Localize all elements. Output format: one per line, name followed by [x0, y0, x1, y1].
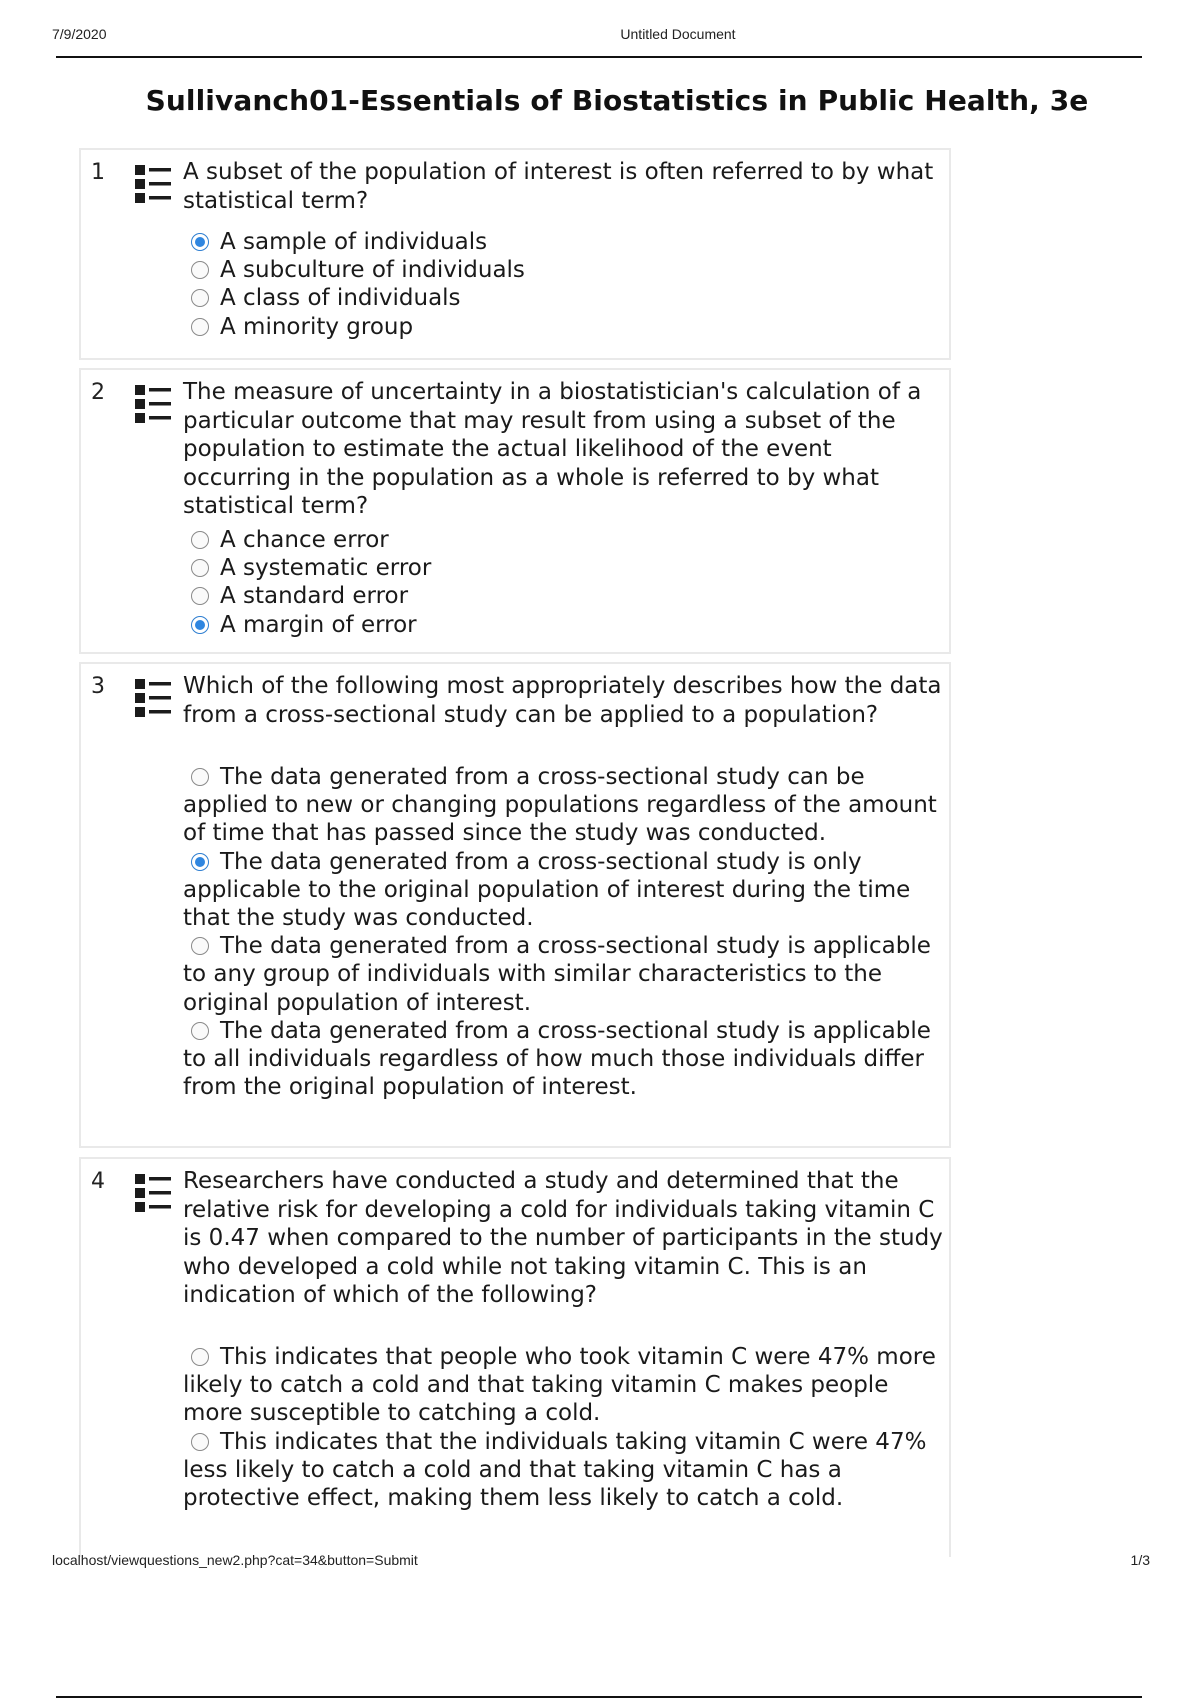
answer-option-label: A margin of error — [220, 611, 417, 638]
radio-unselected-icon[interactable] — [191, 318, 209, 336]
answer-options — [183, 526, 943, 639]
answer-options — [183, 228, 943, 341]
radio-selected-icon[interactable] — [191, 853, 209, 871]
answer-option[interactable] — [183, 763, 943, 848]
radio-unselected-icon[interactable] — [191, 289, 209, 307]
answer-option-label: This indicates that people who took vitamin C were 47% more likely to catch a cold and that taking vitamin C makes people more susceptible to catching a cold. — [183, 1344, 936, 1427]
radio-unselected-icon[interactable] — [191, 559, 209, 577]
radio-unselected-icon[interactable] — [191, 1022, 209, 1040]
question-text: Researchers have conducted a study and determined that the relative risk for developing a cold for individuals taking vitamin C is 0.47 when compared to the number of participants in the study who developed a cold while not taking vitamin C. This is an indication of which of the following? — [183, 1168, 943, 1308]
answer-option-label: The data generated from a cross-sectional study can be applied to new or changing populations regardless of the amount of time that has passed since the study was conducted. — [183, 764, 937, 847]
answer-option[interactable] — [183, 228, 943, 256]
answer-option[interactable] — [183, 284, 943, 312]
radio-unselected-icon[interactable] — [191, 531, 209, 549]
radio-unselected-icon[interactable] — [191, 261, 209, 279]
answer-option[interactable] — [183, 582, 943, 610]
print-document-title: Untitled Document — [620, 26, 736, 42]
answer-options — [183, 1343, 943, 1512]
answer-option[interactable] — [183, 526, 943, 554]
radio-unselected-icon[interactable] — [191, 587, 209, 605]
question-number: 3 — [91, 674, 105, 699]
answer-option-label: The data generated from a cross-sectional study is only applicable to the original population of interest during the time that the study was conducted. — [183, 848, 911, 932]
radio-unselected-icon[interactable] — [191, 768, 209, 786]
question-text: A subset of the population of interest is often referred to by what statistical term? — [183, 159, 934, 214]
answer-option-label: A class of individuals — [220, 285, 461, 312]
answer-option-label: The data generated from a cross-sectional study is applicable to all individuals regardless of how much those individuals differ from the original population of interest. — [183, 1017, 931, 1101]
answer-options — [183, 763, 943, 1101]
question-number: 2 — [91, 380, 105, 405]
answer-option-label: A chance error — [220, 527, 389, 553]
radio-selected-icon[interactable] — [191, 233, 209, 251]
answer-option-label: A minority group — [220, 313, 414, 340]
answer-option-label: This indicates that the individuals taking vitamin C were 47% less likely to catch a cold and that taking vitamin C has a protective effect, making them less likely to catch a cold. — [183, 1428, 927, 1512]
answer-option[interactable] — [183, 611, 943, 639]
question-card — [79, 1157, 951, 1557]
answer-option-label: A systematic error — [220, 555, 432, 582]
radio-unselected-icon[interactable] — [191, 1433, 209, 1451]
answer-option[interactable] — [183, 932, 943, 1017]
radio-unselected-icon[interactable] — [191, 1348, 209, 1366]
page-number: 1/3 — [1130, 1552, 1150, 1568]
answer-option[interactable] — [183, 848, 943, 933]
answer-option-label: A sample of individuals — [220, 229, 488, 255]
page-title: Sullivanch01-Essentials of Biostatistics in Public Health, 3e — [145, 84, 1089, 117]
question-list-icon — [133, 382, 175, 428]
answer-option-label: The data generated from a cross-sectional study is applicable to any group of individuals with similar characteristics to the original population of interest. — [183, 933, 931, 1016]
answer-option-label: A subculture of individuals — [220, 257, 525, 284]
print-date: 7/9/2020 — [52, 26, 107, 42]
question-text: The measure of uncertainty in a biostatistician's calculation of a particular outcome that may result from using a subset of the population to estimate the actual likelihood of the event occurring in the population as a whole is referred to by what statistical term? — [183, 379, 922, 519]
question-list-icon — [133, 676, 175, 722]
answer-option[interactable] — [183, 554, 943, 582]
answer-option-label: A standard error — [220, 583, 409, 610]
question-card — [79, 368, 951, 654]
answer-option[interactable] — [183, 1428, 943, 1513]
page-url: localhost/viewquestions_new2.php?cat=34&button=Submit — [52, 1552, 418, 1568]
answer-option[interactable] — [183, 1343, 943, 1428]
question-card — [79, 148, 951, 360]
radio-selected-icon[interactable] — [191, 616, 209, 634]
question-list-icon — [133, 162, 175, 208]
answer-option[interactable] — [183, 256, 943, 284]
answer-option[interactable] — [183, 1017, 943, 1102]
bottom-divider — [56, 1696, 1142, 1698]
question-number: 4 — [91, 1169, 105, 1194]
question-number: 1 — [91, 160, 105, 185]
question-card — [79, 662, 951, 1148]
answer-option[interactable] — [183, 313, 943, 341]
question-text: Which of the following most appropriately describes how the data from a cross-sectional study can be applied to a population? — [183, 673, 942, 728]
question-list-icon — [133, 1171, 175, 1217]
header-divider — [56, 56, 1142, 58]
radio-unselected-icon[interactable] — [191, 937, 209, 955]
